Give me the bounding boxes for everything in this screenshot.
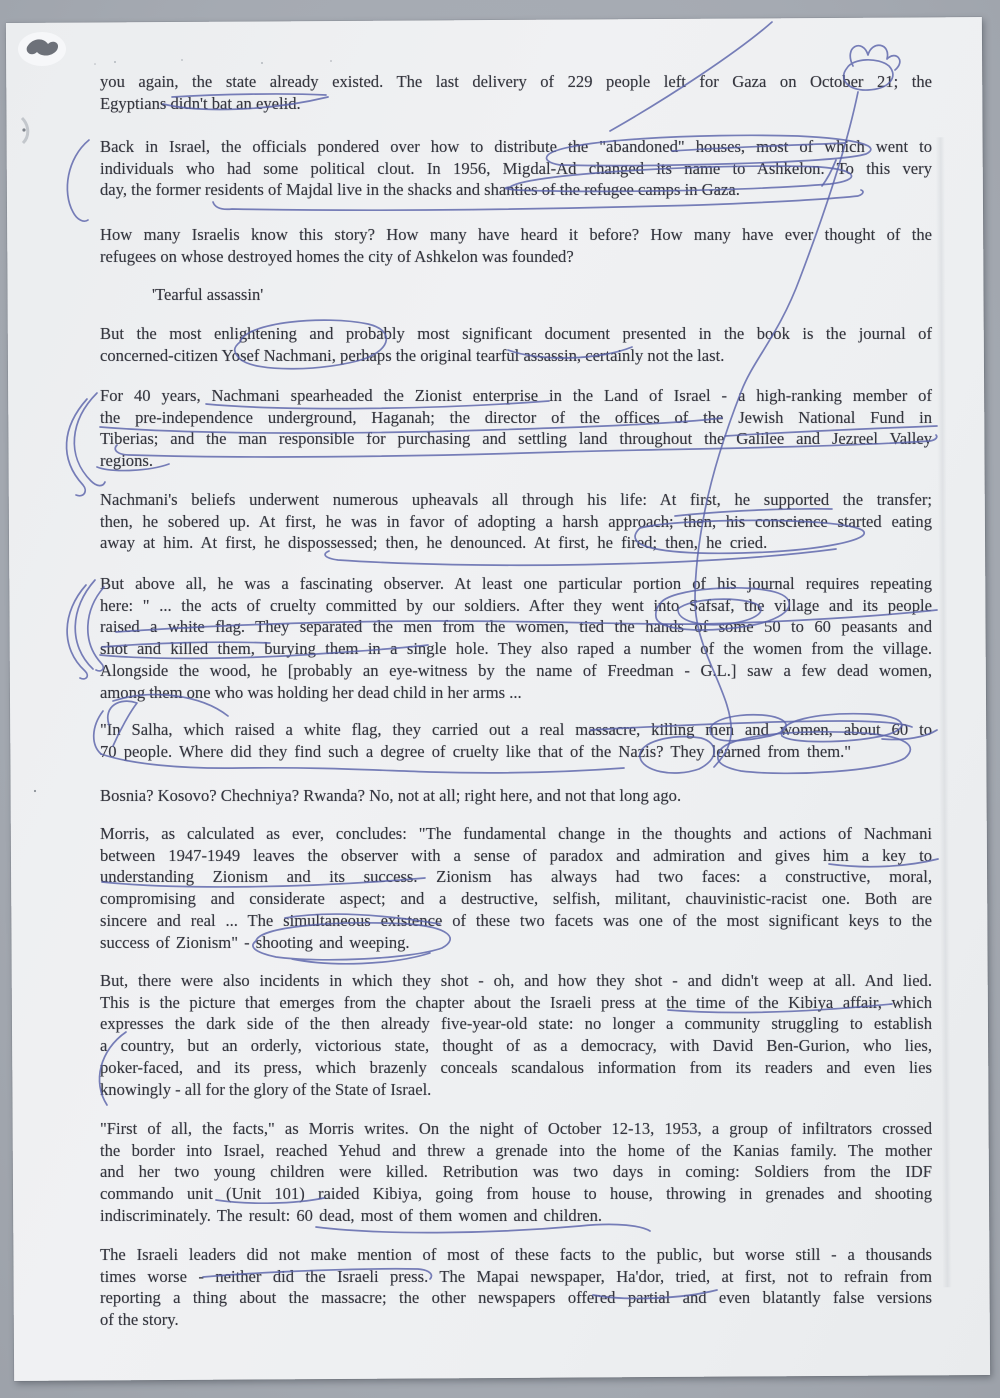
text-line: But above all, he was a fascinating observer. At least one particular portion of his journal requires repeating: [100, 574, 932, 593]
text-line: Bosnia? Kosovo? Chechniya? Rwanda? No, not at all; right here, and not that long ago.: [100, 786, 682, 805]
text-line: This is the picture that emerges from the chapter about the Israeli press at the time of the Kibiya affair, which: [100, 992, 932, 1012]
text-line: day, the former residents of Majdal live in the shacks and shanties of the refugee camps in Gaza.: [100, 180, 740, 200]
text-line: 70 people. Where did they find such a degree of cruelty like that of the Nazis? They learned from them.": [100, 741, 852, 761]
text-line: times worse - neither did the Israeli press. The Mapai newspaper, Ha'dor, tried, at first, not to refrain from: [100, 1266, 932, 1286]
text-line: success of Zionism" - shooting and weeping.: [100, 932, 410, 952]
text-line: of the story.: [100, 1310, 179, 1330]
text-line: Nachmani's beliefs underwent numerous upheavals all through his life: At first, he supported the transfer;: [100, 490, 932, 509]
text-line: among them one who was holding her dead child in her arms ...: [100, 682, 522, 702]
text-line: 'Tearful assassin': [152, 285, 264, 304]
text-line: the pre-independence underground, Haganah; the director of the offices of the Jewish National Fund in: [100, 407, 932, 427]
text-line: shot and killed them, burying them in a single hole. They also raped a number of the women from the village.: [100, 639, 932, 659]
text-line: Alongside the wood, he [probably an eye-witness by the name of Freedman - G.L.] saw a few dead women,: [100, 660, 932, 680]
paper-crease: [936, 137, 952, 1287]
text-line: a country, but an orderly, victorious state, thought of as a democracy, with David Ben-Gurion, who lies,: [100, 1036, 932, 1056]
text-line: Tiberias; and the man responsible for purchasing and settling land throughout the Galilee and Jezreel Valley: [100, 429, 932, 449]
text-line: "In Salha, which raised a white flag, they carried out a real massacre, killing men and women, about 60 to: [100, 720, 932, 739]
text-line: then, he sobered up. At first, he was in favor of adopting a harsh approach; then, his conscience started eating: [100, 511, 932, 531]
text-line: reporting a thing about the massacre; the other newspapers offered partial and even blatantly false versions: [100, 1288, 932, 1308]
text-line: concerned-citizen Yosef Nachmani, perhaps the original tearful assassin, certainly not the last.: [100, 345, 725, 365]
text-line: raised a white flag. They separated the men from the women, tied the hands of some 50 to 60 peasants and: [100, 617, 932, 637]
text-line: For 40 years, Nachmani spearheaded the Zionist enterprise in the Land of Israel - a high-ranking member of: [100, 386, 932, 405]
text-line: But the most enlightening and probably most significant document presented in the book is the journal of: [100, 324, 932, 343]
text-line: individuals who had some political clout. In 1956, Migdal-Ad changed its name to Ashkelon. To this very: [100, 158, 932, 178]
text-line: expresses the dark side of the then already five-year-old state: no longer a community struggling to establish: [100, 1014, 932, 1034]
text-line: Egyptians didn't bat an eyelid.: [100, 93, 301, 113]
text-line: you again, the state already existed. The last delivery of 229 people left for Gaza on October 21; the: [100, 72, 932, 91]
text-line: here: " ... the acts of cruelty committed by our soldiers. After they went into Safsaf, the village and its people: [100, 595, 932, 615]
text-line: "First of all, the facts," as Morris writes. On the night of October 12-13, 1953, a group of infiltrators crossed: [100, 1119, 932, 1138]
text-line: between 1947-1949 leaves the observer with a sense of paradox and admiration and gives him a key to: [100, 845, 932, 865]
text-line: How many Israelis know this story? How many have heard it before? How many have ever thought of the: [100, 225, 932, 244]
text-line: and her two young children were killed. Retribution was two days in coming: Soldiers from the IDF: [100, 1162, 932, 1182]
text-line: But, there were also incidents in which they shot - oh, and how they shot - and didn't weep at all. And lied.: [100, 971, 932, 990]
text-line: compromising and considerate aspect; and a destructive, selfish, militant, chauvinistic-racist one. Both are: [100, 889, 932, 909]
text-line: indiscriminately. The result: 60 dead, most of them women and children.: [100, 1205, 603, 1225]
text-line: poker-faced, and its press, which brazenly conceals scandalous information from its readers and even lies: [100, 1057, 932, 1077]
text-line: Morris, as calculated as ever, concludes: "The fundamental change in the thoughts and actions of Nachmani: [100, 824, 932, 843]
text-line: regions.: [100, 451, 153, 471]
text-line: away at him. At first, he dispossessed; then, he denounced. At first, he fired; then, he cried.: [100, 533, 768, 553]
text-line: understanding Zionism and its success. Zionism has always had two faces: a constructive, moral,: [100, 867, 932, 887]
text-line: the border into Israel, reached Yehud and threw a grenade into the home of the Kanias family. The mother: [100, 1140, 932, 1160]
text-line: commando unit (Unit 101) raided Kibiya, going from house to house, throwing in grenades and shooting: [100, 1184, 932, 1204]
text-line: sincere and real ... The simultaneous existence of these two facets was one of the most significant keys to the: [100, 910, 932, 930]
text-line: knowingly - all for the glory of the State of Israel.: [100, 1079, 432, 1099]
text-line: The Israeli leaders did not make mention of most of these facts to the public, but worse still - a thousands: [100, 1245, 932, 1264]
text-line: Back in Israel, the officials pondered over how to distribute the "abandoned" houses, most of which went to: [100, 137, 932, 156]
text-line: refugees on whose destroyed homes the city of Ashkelon was founded?: [100, 246, 574, 266]
